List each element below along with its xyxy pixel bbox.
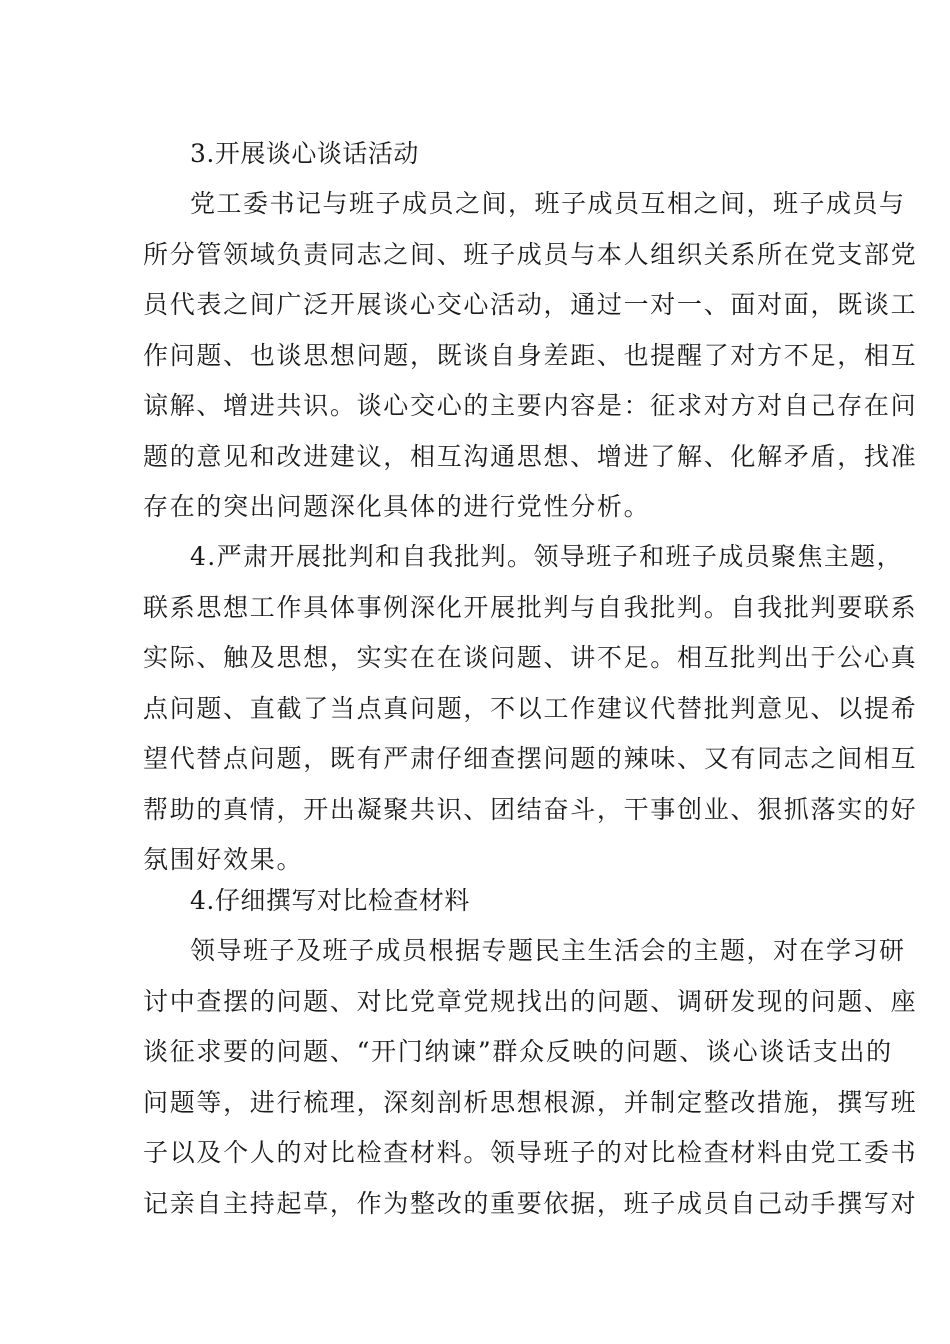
paragraph-line: 谅解、增进共识。谈心交心的主要内容是：征求对方对自己存在问	[143, 391, 918, 420]
heading-talk-activity: 3.开展谈心谈话活动	[190, 139, 419, 168]
paragraph-line: 题的意见和改进建议，相互沟通思想、增进了解、化解矛盾，找准	[143, 442, 918, 471]
paragraph-line: 谈征求要的问题、“开门纳谏”群众反映的问题、谈心谈话支出的	[143, 1037, 893, 1066]
paragraph-line: 作问题、也谈思想问题，既谈自身差距、也提醒了对方不足，相互	[143, 341, 918, 370]
heading-criticism: 4.严肃开展批判和自我批判。领导班子和班子成员聚焦主题，	[190, 542, 904, 571]
paragraph-line: 帮助的真情，开出凝聚共识、团结奋斗，干事创业、狠抓落实的好	[143, 795, 918, 824]
paragraph-line: 联系思想工作具体事例深化开展批判与自我批判。自我批判要联系	[143, 593, 918, 622]
heading-comparison-material: 4.仔细撰写对比检查材料	[190, 886, 470, 915]
paragraph-line: 讨中查摆的问题、对比党章党规找出的问题、调研发现的问题、座	[143, 987, 918, 1016]
paragraph-line: 员代表之间广泛开展谈心交心活动，通过一对一、面对面，既谈工	[143, 290, 918, 319]
paragraph-line: 记亲自主持起草，作为整改的重要依据，班子成员自己动手撰写对	[143, 1189, 918, 1218]
paragraph-line: 问题等，进行梳理，深刻剖析思想根源，并制定整改措施，撰写班	[143, 1088, 918, 1117]
paragraph-line: 氛围好效果。	[143, 845, 304, 874]
paragraph-line: 实际、触及思想，实实在在谈问题、讲不足。相互批判出于公心真	[143, 643, 918, 672]
paragraph-line: 党工委书记与班子成员之间，班子成员互相之间，班子成员与	[190, 189, 906, 218]
paragraph-line: 存在的突出问题深化具体的进行党性分析。	[143, 492, 651, 521]
paragraph-line: 望代替点问题，既有严肃仔细查摆问题的辣味、又有同志之间相互	[143, 744, 918, 773]
paragraph-line: 所分管领域负责同志之间、班子成员与本人组织关系所在党支部党	[143, 240, 918, 269]
paragraph-line: 领导班子及班子成员根据专题民主生活会的主题，对在学习研	[190, 936, 906, 965]
paragraph-line: 点问题、直截了当点真问题，不以工作建议代替批判意见、以提希	[143, 694, 918, 723]
paragraph-line: 子以及个人的对比检查材料。领导班子的对比检查材料由党工委书	[143, 1138, 918, 1167]
